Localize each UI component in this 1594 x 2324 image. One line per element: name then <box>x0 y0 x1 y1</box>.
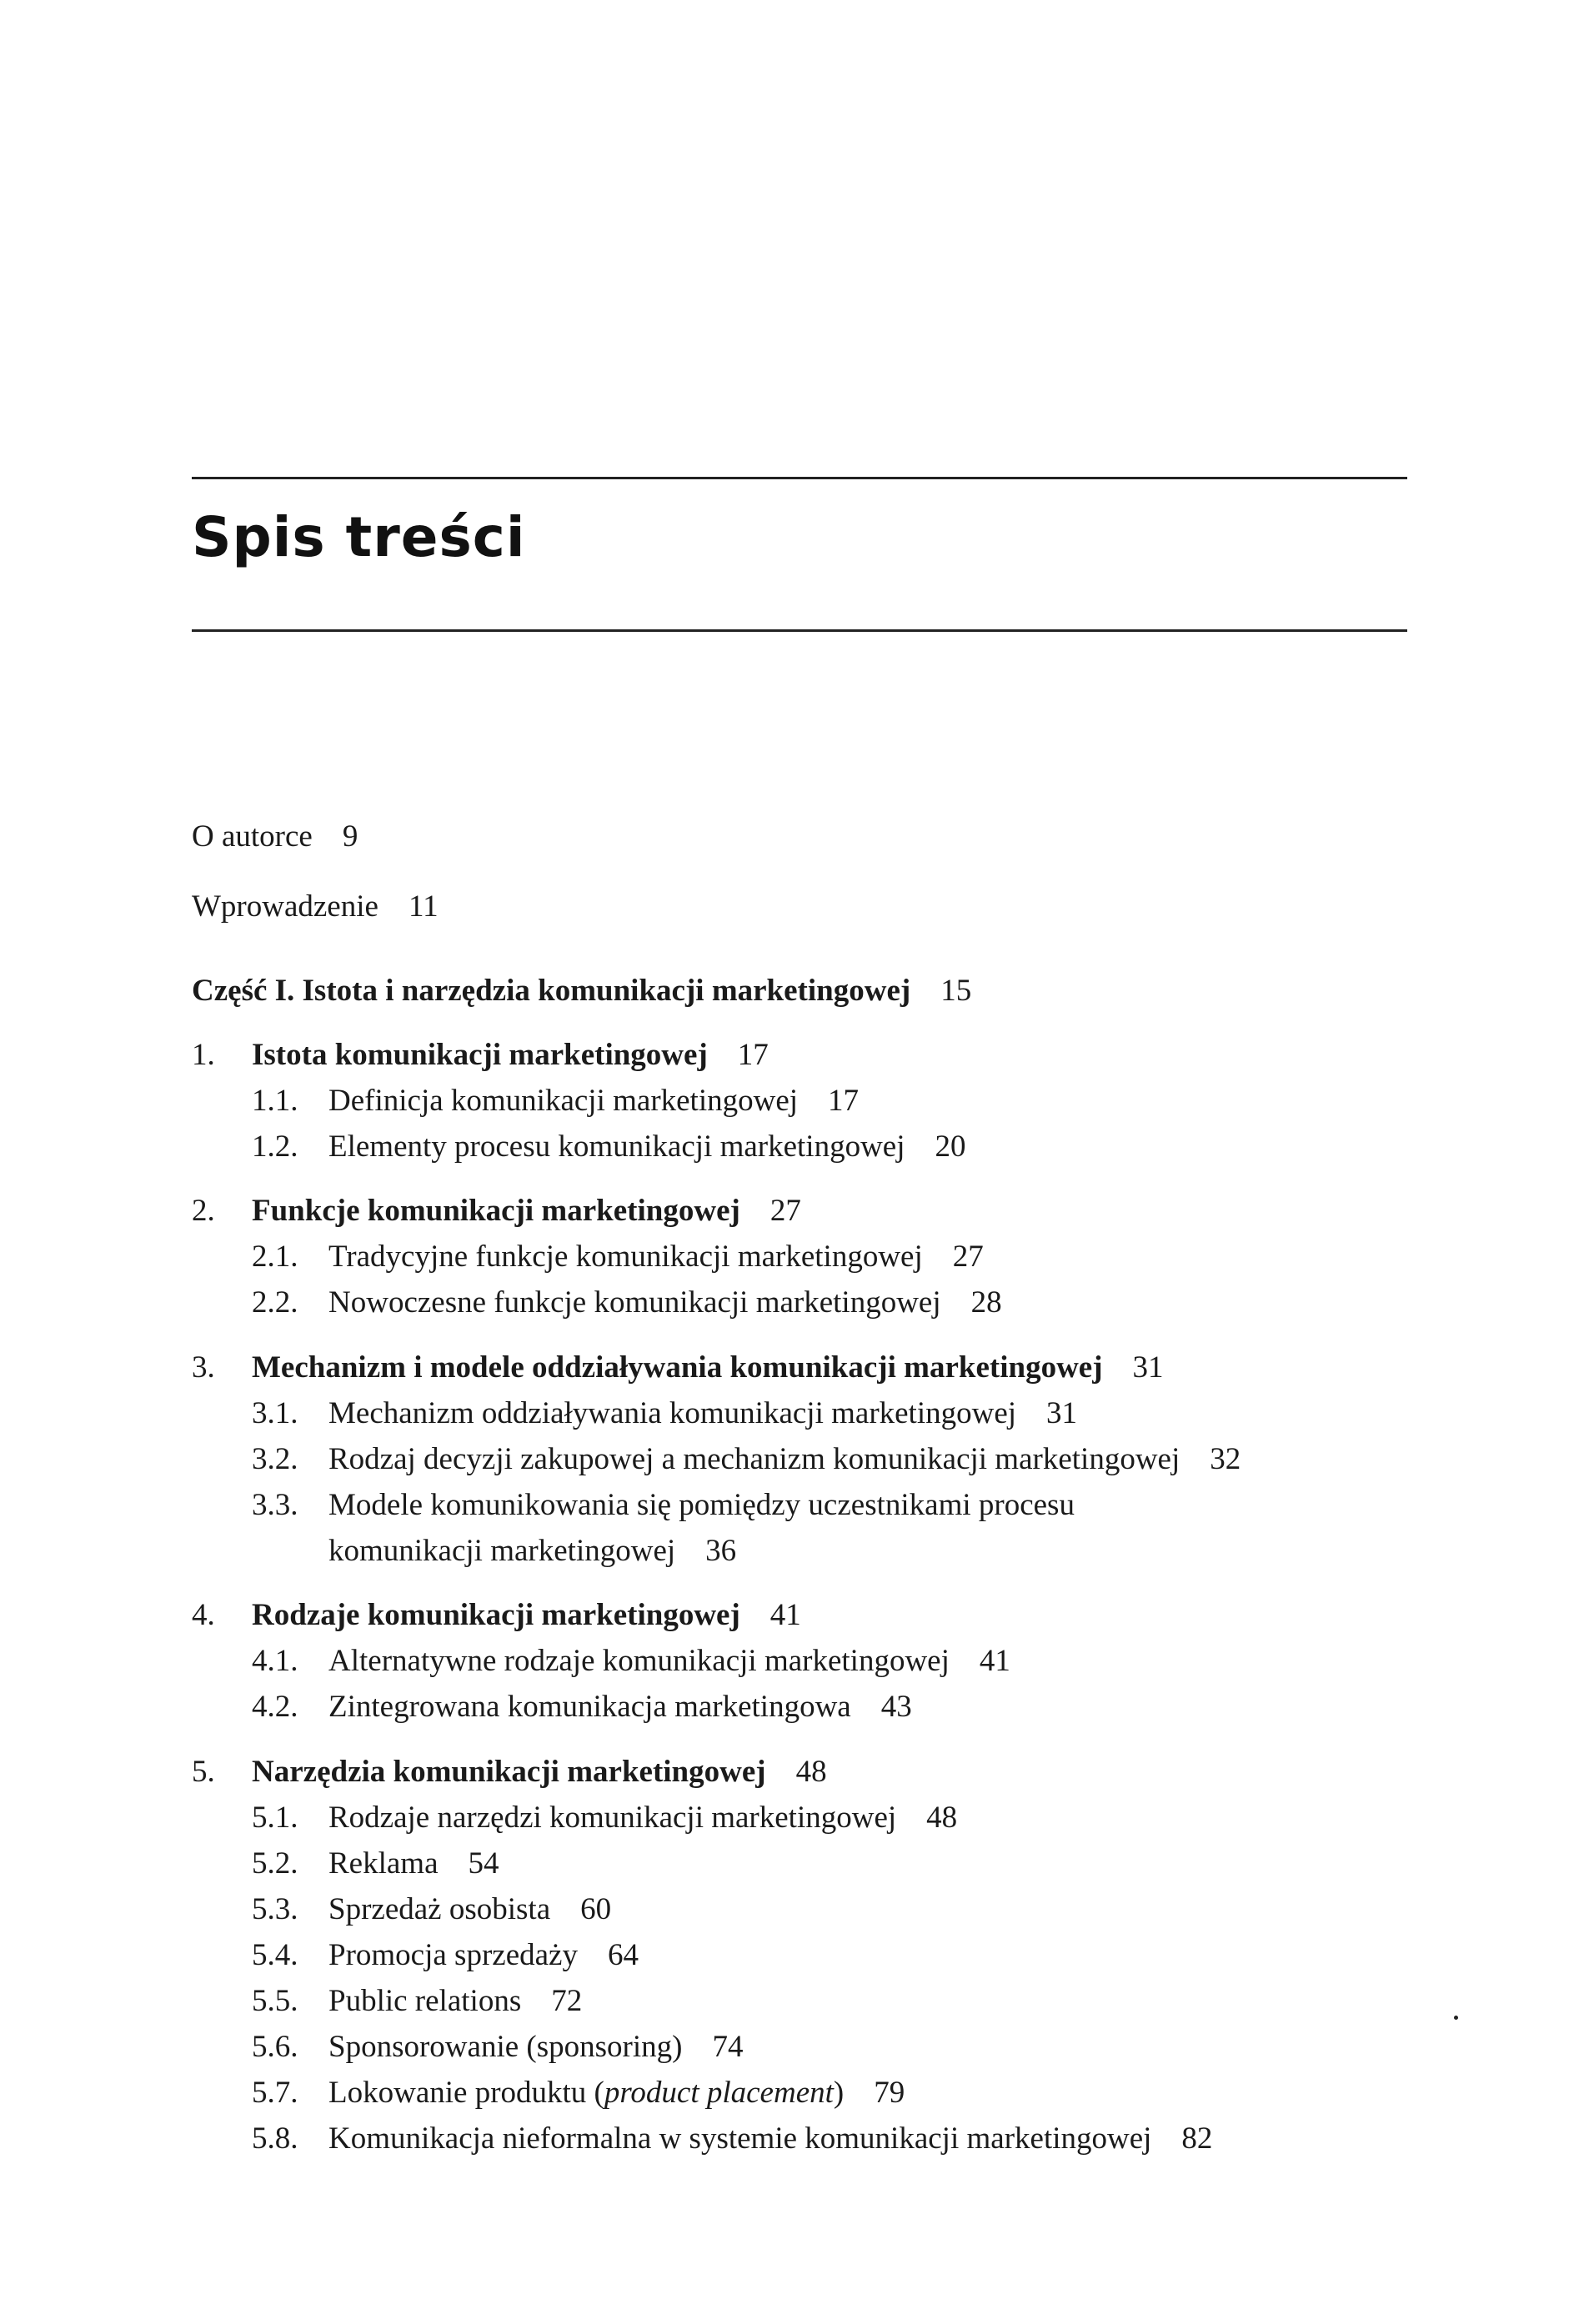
page-number: 64 <box>607 1938 639 1972</box>
toc-chapter-5[interactable]: 5. Narzędzia komunikacji marketingowej 48 <box>192 1755 827 1789</box>
page-number: 74 <box>712 2030 744 2064</box>
page-number: 43 <box>880 1690 912 1724</box>
page-number: 31 <box>1132 1350 1164 1385</box>
toc-section-2-1[interactable]: 2.1. Tradycyjne funkcje komunikacji marketingowej 27 <box>252 1240 984 1274</box>
page-number: 9 <box>342 819 358 854</box>
page-number: 60 <box>580 1892 612 1926</box>
page-number: 11 <box>408 889 439 924</box>
chapter-number: 2. <box>192 1194 215 1228</box>
section-number: 2.1. <box>252 1240 298 1274</box>
page-number: 17 <box>737 1038 769 1072</box>
toc-chapter-4[interactable]: 4. Rodzaje komunikacji marketingowej 41 <box>192 1598 801 1632</box>
toc-section-4-1[interactable]: 4.1. Alternatywne rodzaje komunikacji marketingowej 41 <box>252 1644 1010 1678</box>
section-number: 5.4. <box>252 1938 298 1972</box>
toc-section-5-2[interactable]: 5.2. Reklama 54 <box>252 1846 499 1881</box>
toc-section-5-5[interactable]: 5.5. Public relations 72 <box>252 1984 583 2018</box>
section-number: 5.7. <box>252 2076 298 2110</box>
toc-section-3-3-continuation[interactable]: komunikacji marketingowej 36 <box>328 1534 737 1568</box>
page-number: 36 <box>705 1534 737 1568</box>
section-number: 5.3. <box>252 1892 298 1926</box>
chapter-number: 5. <box>192 1755 215 1789</box>
page-number: 15 <box>940 974 972 1008</box>
toc-section-2-2[interactable]: 2.2. Nowoczesne funkcje komunikacji marketingowej 28 <box>252 1285 1002 1320</box>
page-number: 28 <box>970 1285 1002 1320</box>
toc-section-5-1[interactable]: 5.1. Rodzaje narzędzi komunikacji marketingowej 48 <box>252 1801 958 1835</box>
italic-term: product placement <box>604 2076 834 2110</box>
section-number: 4.1. <box>252 1644 298 1678</box>
page-number: 27 <box>769 1194 801 1228</box>
toc-section-3-1[interactable]: 3.1. Mechanizm oddziaływania komunikacji marketingowej 31 <box>252 1396 1078 1430</box>
toc-section-1-1[interactable]: 1.1. Definicja komunikacji marketingowej 17 <box>252 1084 860 1118</box>
page-number: 27 <box>952 1240 984 1274</box>
toc-chapter-3[interactable]: 3. Mechanizm i modele oddziaływania komunikacji marketingowej 31 <box>192 1350 1164 1385</box>
page-number: 54 <box>468 1846 499 1881</box>
page-number: 48 <box>795 1755 827 1789</box>
toc-entry-wprowadzenie[interactable]: Wprowadzenie 11 <box>192 889 439 924</box>
page-number: 41 <box>769 1598 801 1632</box>
toc-chapter-2[interactable]: 2. Funkcje komunikacji marketingowej 27 <box>192 1194 801 1228</box>
toc-section-4-2[interactable]: 4.2. Zintegrowana komunikacja marketingowa 43 <box>252 1690 912 1724</box>
section-number: 3.3. <box>252 1488 298 1522</box>
scan-speck <box>1454 2016 1458 2020</box>
top-rule <box>192 477 1407 479</box>
page-number: 31 <box>1046 1396 1078 1430</box>
toc-section-5-3[interactable]: 5.3. Sprzedaż osobista 60 <box>252 1892 612 1926</box>
chapter-number: 1. <box>192 1038 215 1072</box>
section-number: 5.8. <box>252 2121 298 2156</box>
toc-section-5-6[interactable]: 5.6. Sponsorowanie (sponsoring) 74 <box>252 2030 744 2064</box>
section-number: 5.1. <box>252 1801 298 1835</box>
page-number: 48 <box>926 1801 958 1835</box>
page-number: 72 <box>551 1984 583 2018</box>
page-number: 20 <box>935 1129 966 1164</box>
chapter-number: 4. <box>192 1598 215 1632</box>
page-number: 17 <box>828 1084 860 1118</box>
section-number: 1.1. <box>252 1084 298 1118</box>
section-number: 5.5. <box>252 1984 298 2018</box>
page-number: 41 <box>979 1644 1010 1678</box>
toc-section-3-3[interactable]: 3.3. Modele komunikowania się pomiędzy uczestnikami procesu <box>252 1488 1075 1522</box>
section-number: 5.6. <box>252 2030 298 2064</box>
page-number: 32 <box>1210 1442 1241 1476</box>
section-number: 3.1. <box>252 1396 298 1430</box>
toc-part-1[interactable]: Część I. Istota i narzędzia komunikacji marketingowej 15 <box>192 974 972 1008</box>
toc-section-5-7[interactable]: 5.7. Lokowanie produktu (product placement) 79 <box>252 2076 905 2110</box>
toc-section-5-8[interactable]: 5.8. Komunikacja nieformalna w systemie komunikacji marketingowej 82 <box>252 2121 1213 2156</box>
toc-section-5-4[interactable]: 5.4. Promocja sprzedaży 64 <box>252 1938 639 1972</box>
bottom-rule <box>192 629 1407 632</box>
section-number: 3.2. <box>252 1442 298 1476</box>
page-number: 82 <box>1181 2121 1213 2156</box>
section-number: 4.2. <box>252 1690 298 1724</box>
section-number: 2.2. <box>252 1285 298 1320</box>
page-number: 79 <box>874 2076 905 2110</box>
toc-chapter-1[interactable]: 1. Istota komunikacji marketingowej 17 <box>192 1038 769 1072</box>
section-number: 1.2. <box>252 1129 298 1164</box>
page-title: Spis treści <box>192 505 526 569</box>
toc-section-1-2[interactable]: 1.2. Elementy procesu komunikacji marketingowej 20 <box>252 1129 966 1164</box>
chapter-number: 3. <box>192 1350 215 1385</box>
toc-entry-o-autorce[interactable]: O autorce 9 <box>192 819 358 854</box>
toc-section-3-2[interactable]: 3.2. Rodzaj decyzji zakupowej a mechanizm komunikacji marketingowej 32 <box>252 1442 1241 1476</box>
section-number: 5.2. <box>252 1846 298 1881</box>
